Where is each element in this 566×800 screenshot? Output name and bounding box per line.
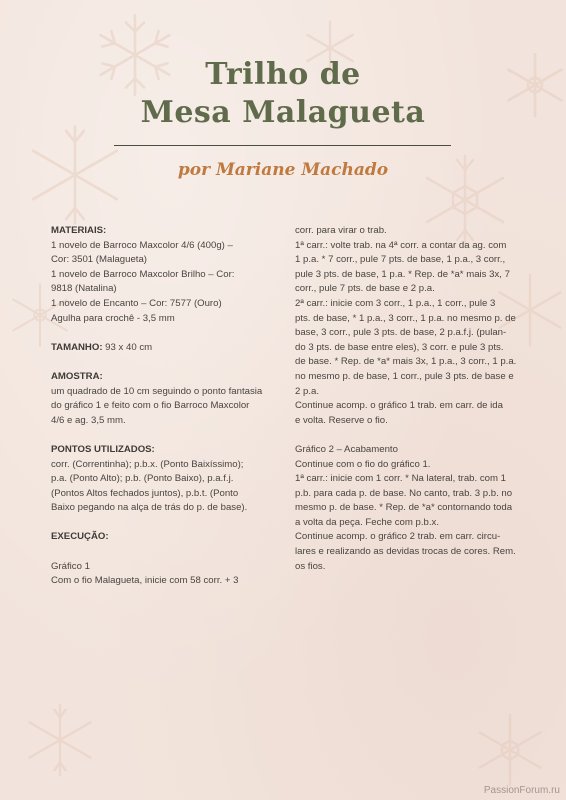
snowflake-icon <box>20 700 100 780</box>
instruction-line: no mesmo p. de base, 1 corr., pule 3 pts. de base e <box>295 370 514 382</box>
instruction-line: pule 3 pts. de base, 1 p.a. * Rep. de *a* mais 3x, 7 <box>295 268 510 280</box>
instruction-line: 2 p.a. <box>295 385 320 397</box>
spacer <box>51 355 277 370</box>
amostra-heading: AMOSTRA: <box>51 370 103 382</box>
right-column <box>295 224 519 574</box>
instruction-line: 2ª carr.: inicie com 3 corr., 1 p.a., 1 corr., pule 3 <box>295 297 496 309</box>
execucao-line: Gráfico 1 <box>51 560 90 572</box>
instruction-line: Continue acomp. o gráfico 2 trab. em carr. circu- <box>295 531 501 543</box>
spacer <box>51 326 277 341</box>
spacer <box>295 428 519 443</box>
instruction-line: a volta da peça. Feche com p.b.x. <box>295 516 439 528</box>
materiais-line: 9818 (Natalina) <box>51 283 117 295</box>
instruction-line: corr., pule 7 pts. de base e 2 p.a. <box>295 283 435 295</box>
amostra-line: do gráfico 1 e feito com o fio Barroco Maxcolor <box>51 400 250 412</box>
instruction-line: os fios. <box>295 560 326 572</box>
execucao-heading: EXECUÇÃO: <box>51 531 109 543</box>
tamanho-heading: TAMANHO: <box>51 341 103 353</box>
instruction-line: Continue com o fio do gráfico 1. <box>295 458 431 470</box>
byline: por Mariane Machado <box>177 160 389 180</box>
snowflake-icon <box>470 710 550 790</box>
pontos-line: p.a. (Ponto Alto); p.b. (Ponto Baixo), p.a.f.j. <box>51 473 234 485</box>
materiais-line: 1 novelo de Barroco Maxcolor 4/6 (400g) – <box>51 239 233 251</box>
execucao-line: Com o fio Malagueta, inicie com 58 corr. + 3 <box>51 575 239 587</box>
pontos-line: corr. (Correntinha); p.b.x. (Ponto Baixíssimo); <box>51 458 244 470</box>
pontos-line: Baixo pegando na alça de trás do p. de base). <box>51 502 248 514</box>
materiais-line: Cor: 3501 (Malagueta) <box>51 254 147 266</box>
instruction-line: pts. de base, * 1 p.a., 3 corr., 1 p.a. no mesmo p. de <box>295 312 516 324</box>
materiais-heading: MATERIAIS: <box>51 225 107 236</box>
watermark: PassionForum.ru <box>483 785 560 796</box>
instruction-line: base, 3 corr., pule 3 pts. de base, 2 p.a.f.j. (pulan- <box>295 327 507 339</box>
instruction-line: de base. * Rep. de *a* mais 3x, 1 p.a., 3 corr., 1 p.a. <box>295 356 517 368</box>
instruction-line: 1ª carr.: inicie com 1 corr. * Na lateral, trab. com 1 <box>295 473 506 485</box>
title-line-2: Mesa Malagueta <box>140 95 426 130</box>
materiais-line: 1 novelo de Barroco Maxcolor Brilho – Cor: <box>51 268 235 280</box>
instruction-line: e volta. Reserve o fio. <box>295 414 388 426</box>
amostra-line: um quadrado de 10 cm seguindo o ponto fantasia <box>51 385 263 397</box>
pontos-line: (Pontos Altos fechados juntos), p.b.t. (Ponto <box>51 487 239 499</box>
instruction-line: corr. para virar o trab. <box>295 225 387 236</box>
title-line-1: Trilho de <box>205 57 361 92</box>
instruction-line: p.b. para cada p. de base. No canto, trab. 3 p.b. no <box>295 487 513 499</box>
left-column <box>51 224 277 589</box>
tamanho-line <box>51 341 277 356</box>
amostra-line: 4/6 e ag. 3,5 mm. <box>51 414 126 426</box>
instruction-line: lares e realizando as devidas trocas de cores. Rem. <box>295 546 516 558</box>
instruction-line: mesmo p. de base. * Rep. de *a* contornando toda <box>295 502 513 514</box>
materiais-line: 1 novelo de Encanto – Cor: 7577 (Ouro) <box>51 297 222 309</box>
pontos-heading: PONTOS UTILIZADOS: <box>51 443 155 455</box>
instruction-line: 1 p.a. * 7 corr., pule 7 pts. de base, 1 p.a., 3 corr., <box>295 254 506 266</box>
spacer <box>51 545 277 560</box>
spacer <box>51 516 277 531</box>
instruction-line: Gráfico 2 – Acabamento <box>295 443 398 455</box>
materiais-line: Agulha para crochê - 3,5 mm <box>51 312 175 324</box>
instruction-line: 1ª carr.: volte trab. na 4ª corr. a contar da ag. com <box>295 239 507 251</box>
divider <box>114 145 451 146</box>
instruction-line: Continue acomp. o gráfico 1 trab. em carr. de ida <box>295 400 503 412</box>
instruction-line: do 3 pts. de base entre eles), 3 corr. e pule 3 pts. <box>295 341 504 353</box>
spacer <box>51 428 277 443</box>
tamanho-value: 93 x 40 cm <box>102 341 153 353</box>
